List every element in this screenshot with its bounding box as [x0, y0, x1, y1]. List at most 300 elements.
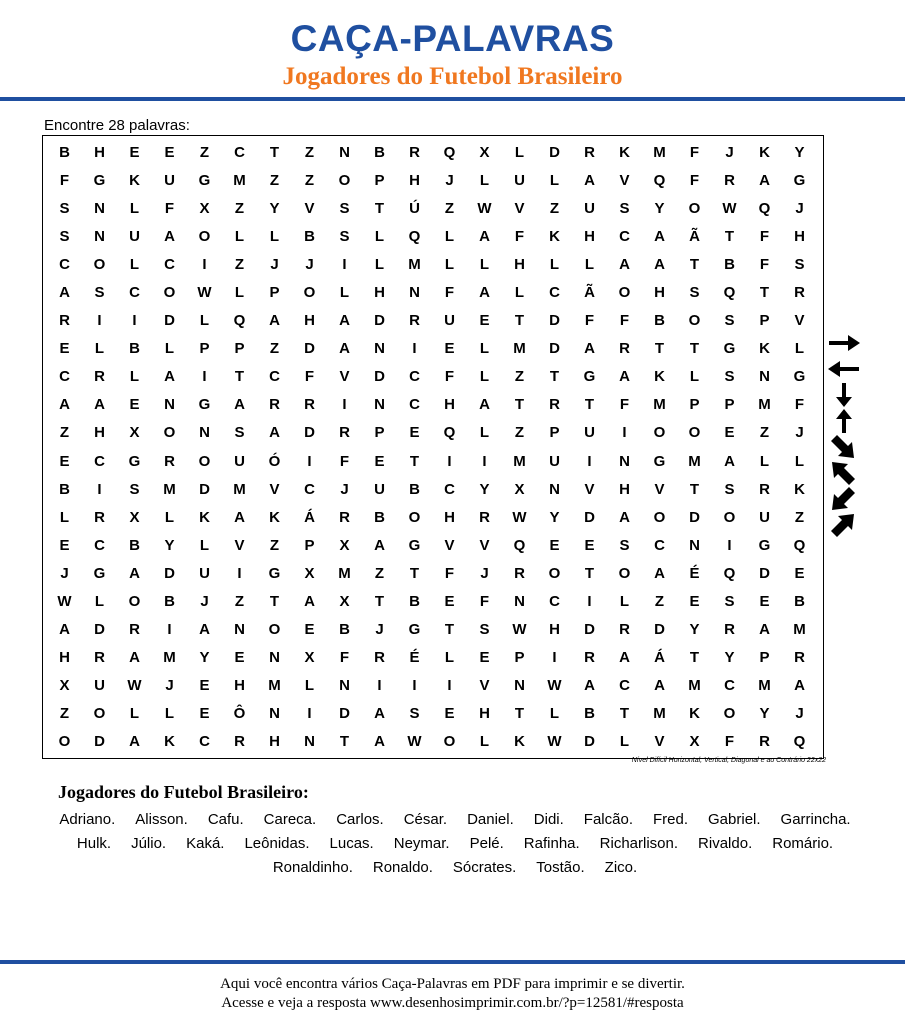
- grid-cell: M: [758, 396, 771, 414]
- grid-cell: Z: [794, 508, 805, 526]
- grid-cell: I: [202, 255, 207, 273]
- grid-cell: H: [94, 424, 105, 442]
- grid-cell: J: [480, 564, 489, 582]
- grid-cell: E: [59, 536, 70, 554]
- grid-cell: S: [724, 480, 735, 498]
- grid-cell: Y: [199, 649, 210, 667]
- grid-cell: L: [339, 283, 350, 301]
- grid-cell: M: [688, 452, 701, 470]
- grid-cell: X: [59, 677, 70, 695]
- grid-cell: A: [59, 621, 70, 639]
- grid-cell: N: [199, 424, 210, 442]
- grid-cell: C: [199, 733, 210, 751]
- grid-cell: M: [338, 564, 351, 582]
- grid-cell: T: [374, 199, 385, 217]
- grid-cell: H: [304, 312, 315, 330]
- grid-cell: R: [759, 480, 770, 498]
- grid-cell: S: [724, 312, 735, 330]
- grid-cell: L: [374, 227, 385, 245]
- grid-cell: R: [584, 143, 595, 161]
- grid-cell: Z: [514, 424, 525, 442]
- grid-cell: K: [654, 368, 665, 386]
- grid-cell: A: [199, 621, 210, 639]
- grid-cell: D: [374, 312, 385, 330]
- grid-cell: L: [129, 199, 140, 217]
- grid-cell: A: [269, 312, 280, 330]
- grid-cell: X: [304, 649, 315, 667]
- grid-cell: Y: [654, 199, 665, 217]
- grid-cell: H: [374, 283, 385, 301]
- grid-cell: F: [514, 227, 525, 245]
- grid-cell: A: [584, 340, 595, 358]
- grid-cell: Z: [654, 592, 665, 610]
- grid-cell: I: [97, 312, 102, 330]
- grid-cell: X: [129, 508, 140, 526]
- grid-cell: O: [268, 621, 281, 639]
- grid-cell: C: [444, 480, 455, 498]
- grid-cell: O: [93, 705, 106, 723]
- grid-cell: J: [795, 199, 804, 217]
- word-list-item: Lucas.: [329, 835, 374, 852]
- grid-cell: Q: [443, 143, 456, 161]
- grid-cell: R: [94, 649, 105, 667]
- grid-cell: L: [164, 705, 175, 723]
- grid-cell: R: [479, 508, 490, 526]
- grid-cell: M: [688, 677, 701, 695]
- grid-cell: G: [758, 536, 771, 554]
- grid-cell: I: [342, 255, 347, 273]
- word-list-item: Alisson.: [135, 811, 188, 828]
- word-list-item: Pelé.: [469, 835, 504, 852]
- grid-cell: B: [304, 227, 315, 245]
- grid-cell: T: [374, 592, 385, 610]
- word-list-item: Fred.: [653, 811, 689, 828]
- grid-cell: O: [338, 171, 351, 189]
- grid-cell: U: [584, 199, 595, 217]
- grid-cell: Z: [59, 705, 70, 723]
- grid-cell: D: [199, 480, 210, 498]
- grid-cell: D: [689, 508, 700, 526]
- grid-cell: G: [198, 396, 211, 414]
- grid-cell: M: [653, 705, 666, 723]
- grid-cell: U: [374, 480, 385, 498]
- grid-cell: T: [689, 340, 700, 358]
- grid-cell: W: [407, 733, 422, 751]
- grid-cell: T: [339, 733, 350, 751]
- grid-cell: C: [164, 255, 175, 273]
- grid-cell: B: [654, 312, 665, 330]
- grid-cell: L: [794, 452, 805, 470]
- grid-cell: J: [340, 480, 349, 498]
- grid-cell: L: [129, 368, 140, 386]
- grid-cell: E: [689, 592, 700, 610]
- grid-cell: O: [688, 424, 701, 442]
- grid-cell: F: [724, 733, 735, 751]
- grid-cell: S: [619, 536, 630, 554]
- grid-cell: W: [547, 677, 562, 695]
- grid-cell: E: [444, 705, 455, 723]
- grid-cell: A: [59, 396, 70, 414]
- grid-cell: N: [164, 396, 175, 414]
- grid-cell: M: [408, 255, 421, 273]
- grid-cell: X: [199, 199, 210, 217]
- grid-cell: C: [59, 255, 70, 273]
- grid-cell: T: [269, 592, 280, 610]
- grid-cell: D: [549, 312, 560, 330]
- grid-cell: L: [479, 255, 490, 273]
- grid-cell: N: [514, 592, 525, 610]
- grid-cell: Z: [444, 199, 455, 217]
- grid-cell: N: [339, 677, 350, 695]
- grid-cell: L: [479, 368, 490, 386]
- grid-cell: F: [59, 171, 70, 189]
- grid-cell: R: [794, 649, 805, 667]
- grid-cell: S: [339, 227, 350, 245]
- grid-cell: P: [724, 396, 735, 414]
- grid-cell: F: [759, 255, 770, 273]
- grid-cell: E: [374, 452, 385, 470]
- grid-cell: C: [269, 368, 280, 386]
- grid-cell: N: [269, 649, 280, 667]
- grid-cell: Q: [723, 564, 736, 582]
- grid-cell: W: [722, 199, 737, 217]
- grid-cell: V: [269, 480, 280, 498]
- grid-cell: L: [479, 733, 490, 751]
- grid-cell: K: [269, 508, 280, 526]
- grid-cell: N: [689, 536, 700, 554]
- grid-cell: L: [199, 312, 210, 330]
- grid-cell: F: [689, 171, 700, 189]
- grid-cell: U: [584, 424, 595, 442]
- grid-cell: T: [759, 283, 770, 301]
- grid-cell: U: [549, 452, 560, 470]
- grid-cell: Z: [549, 199, 560, 217]
- grid-cell: X: [339, 592, 350, 610]
- grid-cell: T: [514, 312, 525, 330]
- grid-cell: L: [129, 705, 140, 723]
- grid-cell: U: [199, 564, 210, 582]
- grid-cell: E: [129, 143, 140, 161]
- grid-cell: C: [549, 592, 560, 610]
- grid-cell: D: [584, 733, 595, 751]
- grid-cell: G: [408, 621, 421, 639]
- grid-cell: D: [164, 312, 175, 330]
- grid-cell: N: [339, 143, 350, 161]
- grid-cell: A: [374, 733, 385, 751]
- grid-cell: A: [59, 283, 70, 301]
- word-search-grid: [42, 135, 824, 759]
- grid-cell: Z: [374, 564, 385, 582]
- grid-cell: A: [619, 508, 630, 526]
- grid-cell: L: [164, 508, 175, 526]
- grid-cell: H: [234, 677, 245, 695]
- grid-cell: G: [93, 564, 106, 582]
- grid-cell: K: [794, 480, 805, 498]
- grid-cell: F: [689, 143, 700, 161]
- grid-cell: K: [689, 705, 700, 723]
- grid-cell: M: [653, 396, 666, 414]
- grid-cell: C: [619, 677, 630, 695]
- grid-cell: Y: [689, 621, 700, 639]
- grid-cell: L: [129, 255, 140, 273]
- grid-cell: U: [234, 452, 245, 470]
- grid-cell: F: [619, 396, 630, 414]
- grid-cell: C: [94, 536, 105, 554]
- grid-cell: E: [304, 621, 315, 639]
- word-list-item: Rivaldo.: [698, 835, 753, 852]
- grid-cell: C: [654, 536, 665, 554]
- grid-cell: I: [447, 452, 452, 470]
- grid-cell: P: [374, 171, 385, 189]
- grid-cell: I: [622, 424, 627, 442]
- grid-cell: A: [654, 227, 665, 245]
- grid-cell: H: [584, 227, 595, 245]
- grid-cell: S: [689, 283, 700, 301]
- grid-cell: T: [444, 621, 455, 639]
- grid-cell: N: [759, 368, 770, 386]
- grid-cell: E: [59, 452, 70, 470]
- grid-cell: E: [444, 592, 455, 610]
- grid-cell: Z: [269, 536, 280, 554]
- grid-cell: Z: [234, 199, 245, 217]
- grid-cell: C: [409, 396, 420, 414]
- grid-cell: H: [549, 621, 560, 639]
- arrow-left-icon: [826, 356, 862, 382]
- grid-cell: N: [409, 283, 420, 301]
- grid-cell: R: [94, 368, 105, 386]
- grid-cell: J: [375, 621, 384, 639]
- grid-cell: O: [163, 424, 176, 442]
- grid-cell: V: [619, 171, 630, 189]
- grid-cell: Q: [408, 227, 421, 245]
- grid-cell: P: [304, 536, 315, 554]
- grid-cell: M: [268, 677, 281, 695]
- word-list-item: Leônidas.: [244, 835, 310, 852]
- word-list-item: Falcão.: [583, 811, 633, 828]
- grid-cell: E: [479, 649, 490, 667]
- grid-cell: Q: [513, 536, 526, 554]
- grid-cell: D: [304, 340, 315, 358]
- grid-cell: I: [202, 368, 207, 386]
- grid-cell: T: [584, 396, 595, 414]
- grid-cell: E: [444, 340, 455, 358]
- grid-cell: A: [619, 368, 630, 386]
- word-list-item: Júlio.: [131, 835, 167, 852]
- grid-cell: S: [794, 255, 805, 273]
- grid-cell: V: [339, 368, 350, 386]
- grid-cell: E: [129, 396, 140, 414]
- arrow-up-right-icon: [826, 512, 862, 538]
- grid-cell: E: [759, 592, 770, 610]
- grid-cell: A: [164, 227, 175, 245]
- grid-cell: O: [723, 705, 736, 723]
- grid-cell: I: [377, 677, 382, 695]
- grid-cell: U: [164, 171, 175, 189]
- grid-cell: U: [514, 171, 525, 189]
- grid-cell: B: [794, 592, 805, 610]
- grid-cell: Y: [549, 508, 560, 526]
- grid-cell: P: [759, 649, 770, 667]
- grid-cell: N: [94, 227, 105, 245]
- grid-cell: V: [479, 677, 490, 695]
- grid-cell: A: [619, 649, 630, 667]
- word-list-item: Hulk.: [76, 835, 112, 852]
- grid-cell: A: [339, 340, 350, 358]
- grid-cell: A: [724, 452, 735, 470]
- grid-cell: O: [58, 733, 71, 751]
- grid-cell: P: [199, 340, 210, 358]
- grid-cell: L: [234, 283, 245, 301]
- grid-cell: L: [479, 171, 490, 189]
- grid-cell: R: [269, 396, 280, 414]
- grid-cell: D: [374, 368, 385, 386]
- grid-cell: U: [759, 508, 770, 526]
- grid-cell: V: [444, 536, 455, 554]
- grid-cell: K: [164, 733, 175, 751]
- grid-cell: U: [444, 312, 455, 330]
- grid-cell: W: [477, 199, 492, 217]
- grid-cell: T: [584, 564, 595, 582]
- grid-cell: R: [724, 621, 735, 639]
- word-list-item: Adriano.: [59, 811, 116, 828]
- grid-cell: E: [234, 649, 245, 667]
- grid-cell: U: [94, 677, 105, 695]
- grid-cell: C: [94, 452, 105, 470]
- word-list-item: Ronaldinho.: [272, 859, 353, 876]
- grid-cell: E: [59, 340, 70, 358]
- grid-cell: L: [199, 536, 210, 554]
- grid-cell: D: [654, 621, 665, 639]
- word-list-title: Jogadores do Futebol Brasileiro:: [58, 782, 309, 802]
- grid-cell: A: [94, 396, 105, 414]
- grid-cell: K: [619, 143, 630, 161]
- grid-cell: W: [127, 677, 142, 695]
- grid-cell: T: [409, 564, 420, 582]
- bottom-divider: [0, 960, 905, 964]
- grid-cell: O: [688, 312, 701, 330]
- grid-cell: Y: [724, 649, 735, 667]
- grid-cell: S: [59, 227, 70, 245]
- grid-cell: D: [549, 340, 560, 358]
- grid-cell: J: [795, 424, 804, 442]
- grid-cell: Y: [794, 143, 805, 161]
- grid-cell: R: [409, 143, 420, 161]
- grid-cell: L: [304, 677, 315, 695]
- grid-cell: I: [482, 452, 487, 470]
- grid-cell: A: [654, 677, 665, 695]
- grid-cell: L: [794, 340, 805, 358]
- grid-cell: K: [199, 508, 210, 526]
- grid-cell: B: [724, 255, 735, 273]
- grid-cell: F: [339, 649, 350, 667]
- grid-cell: N: [269, 705, 280, 723]
- grid-cell: A: [269, 424, 280, 442]
- grid-cell: J: [165, 677, 174, 695]
- grid-cell: A: [129, 649, 140, 667]
- grid-cell: X: [479, 143, 490, 161]
- grid-cell: H: [794, 227, 805, 245]
- grid-cell: L: [619, 733, 630, 751]
- grid-cell: L: [549, 171, 560, 189]
- grid-cell: I: [727, 536, 732, 554]
- grid-cell: O: [303, 283, 316, 301]
- grid-cell: R: [374, 649, 385, 667]
- grid-cell: Á: [304, 508, 315, 526]
- page-title: CAÇA-PALAVRAS: [290, 18, 615, 59]
- grid-cell: R: [619, 340, 630, 358]
- grid-cell: B: [409, 480, 420, 498]
- grid-cell: D: [164, 564, 175, 582]
- grid-cell: I: [412, 340, 417, 358]
- grid-cell: A: [304, 592, 315, 610]
- word-list-item: Careca.: [263, 811, 317, 828]
- grid-cell: N: [514, 677, 525, 695]
- grid-cell: M: [513, 340, 526, 358]
- grid-cell: A: [374, 705, 385, 723]
- grid-cell: B: [374, 508, 385, 526]
- grid-cell: T: [689, 480, 700, 498]
- grid-cell: T: [514, 705, 525, 723]
- grid-cell: Á: [654, 649, 665, 667]
- word-list-item: Gabriel.: [708, 811, 761, 828]
- grid-cell: N: [374, 340, 385, 358]
- grid-cell: D: [584, 508, 595, 526]
- grid-cell: S: [724, 368, 735, 386]
- grid-cell: T: [619, 705, 630, 723]
- grid-cell: L: [444, 649, 455, 667]
- grid-cell: R: [164, 452, 175, 470]
- grid-cell: L: [619, 592, 630, 610]
- grid-cell: K: [759, 340, 770, 358]
- grid-cell: H: [269, 733, 280, 751]
- grid-cell: T: [549, 368, 560, 386]
- grid-cell: A: [234, 508, 245, 526]
- grid-cell: Z: [514, 368, 525, 386]
- grid-cell: J: [795, 705, 804, 723]
- grid-cell: O: [618, 564, 631, 582]
- grid-cell: Ú: [409, 199, 420, 217]
- grid-cell: É: [409, 649, 420, 667]
- grid-cell: T: [269, 143, 280, 161]
- grid-cell: M: [233, 480, 246, 498]
- grid-cell: H: [514, 255, 525, 273]
- grid-cell: O: [93, 255, 106, 273]
- word-list-item: Neymar.: [393, 835, 450, 852]
- grid-cell: F: [479, 592, 490, 610]
- grid-cell: Z: [234, 255, 245, 273]
- grid-cell: Y: [759, 705, 770, 723]
- grid-cell: K: [549, 227, 560, 245]
- arrow-down-left-icon: [826, 486, 862, 512]
- grid-cell: L: [514, 283, 525, 301]
- grid-cell: G: [653, 452, 666, 470]
- grid-cell: V: [304, 199, 315, 217]
- grid-cell: S: [619, 199, 630, 217]
- grid-cell: H: [619, 480, 630, 498]
- grid-cell: D: [584, 621, 595, 639]
- word-list-item: Didi.: [533, 811, 564, 828]
- grid-cell: F: [444, 564, 455, 582]
- grid-cell: M: [653, 143, 666, 161]
- grid-cell: E: [724, 424, 735, 442]
- grid-cell: É: [689, 564, 700, 582]
- grid-cell: I: [132, 312, 137, 330]
- grid-cell: E: [479, 312, 490, 330]
- grid-cell: D: [549, 143, 560, 161]
- grid-cell: Q: [653, 171, 666, 189]
- grid-cell: M: [163, 480, 176, 498]
- grid-cell: F: [304, 368, 315, 386]
